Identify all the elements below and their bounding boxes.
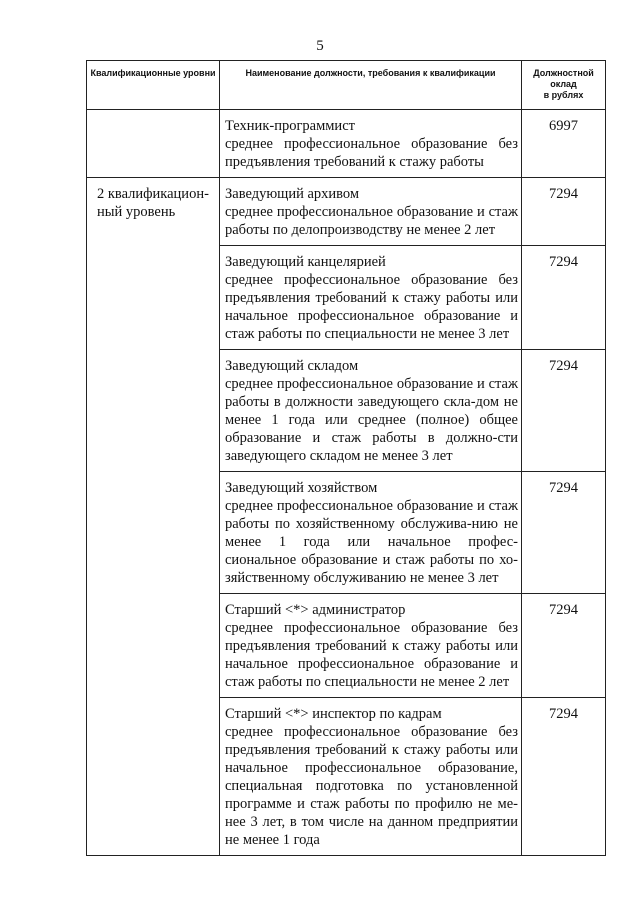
position-cell [220, 110, 522, 178]
salary-cell: 7294 [522, 594, 606, 698]
salary-cell: 7294 [522, 178, 606, 246]
position-title: Заведующий складом [225, 358, 359, 374]
position-requirements: среднее профессиональное образование без предъявления требований к стажу работы или начальное профессиональное образование и стаж работы по специальности не менее 2 лет [225, 620, 518, 690]
position-title: Заведующий архивом [225, 186, 360, 202]
position-title: Старший <*> инспектор по кадрам [225, 706, 442, 722]
header-level: Квалификационные уровни [87, 61, 220, 110]
position-requirements: среднее профессиональное образование без предъявления требований к стажу работы или начальное профессиональное образование, специальная подготовка по установленной программе и стаж работы по профилю не ме-нее 3 лет, в том числе на данном предприятии не менее 1 года [225, 724, 518, 848]
position-title: Заведующий канцелярией [225, 254, 386, 270]
position-requirements: среднее профессиональное образование и стаж работы в должности заведующего скла-дом не менее 1 года или среднее (полное) общее образование и стаж работы в должно-сти заведующего складом не менее 3 лет [225, 376, 518, 464]
position-cell [220, 246, 522, 350]
position-cell [220, 178, 522, 246]
position-requirements: среднее профессиональное образование без предъявления требований к стажу работы или начальное профессиональное образование и стаж работы по специальности не менее 3 лет [225, 272, 518, 342]
salary-cell: 7294 [522, 246, 606, 350]
position-requirements: среднее профессиональное образование и стаж работы по хозяйственному обслужива-нию не менее 1 года или начальное профес-сиональное образование и стаж работы по хо-зяйственному обслуживанию не менее 3 лет [225, 498, 518, 586]
table-header-row [87, 61, 606, 110]
level-cell [87, 110, 220, 178]
qualification-table [86, 60, 606, 856]
salary-cell: 7294 [522, 472, 606, 594]
salary-cell: 7294 [522, 698, 606, 856]
position-requirements: среднее профессиональное образование и стаж работы по делопроизводству не менее 2 лет [225, 204, 518, 238]
salary-cell: 7294 [522, 350, 606, 472]
header-salary-line: оклад [550, 79, 577, 89]
position-requirements: среднее профессиональное образование без предъявления требований к стажу работы [225, 136, 518, 170]
position-title: Заведующий хозяйством [225, 480, 378, 496]
header-salary-line: в рублях [543, 90, 584, 100]
header-salary [522, 61, 606, 110]
table-row [87, 110, 606, 178]
position-title: Техник-программист [225, 118, 355, 134]
position-title: Старший <*> администратор [225, 602, 406, 618]
salary-cell: 6997 [522, 110, 606, 178]
position-cell [220, 350, 522, 472]
level-cell: 2 квалификацион-ный уровень [87, 178, 220, 856]
header-salary-line: Должностной [533, 68, 594, 78]
position-cell [220, 698, 522, 856]
table-row [87, 178, 606, 246]
position-cell [220, 472, 522, 594]
page-number: 5 [316, 38, 324, 54]
position-cell [220, 594, 522, 698]
header-position: Наименование должности, требования к квалификации [220, 61, 522, 110]
